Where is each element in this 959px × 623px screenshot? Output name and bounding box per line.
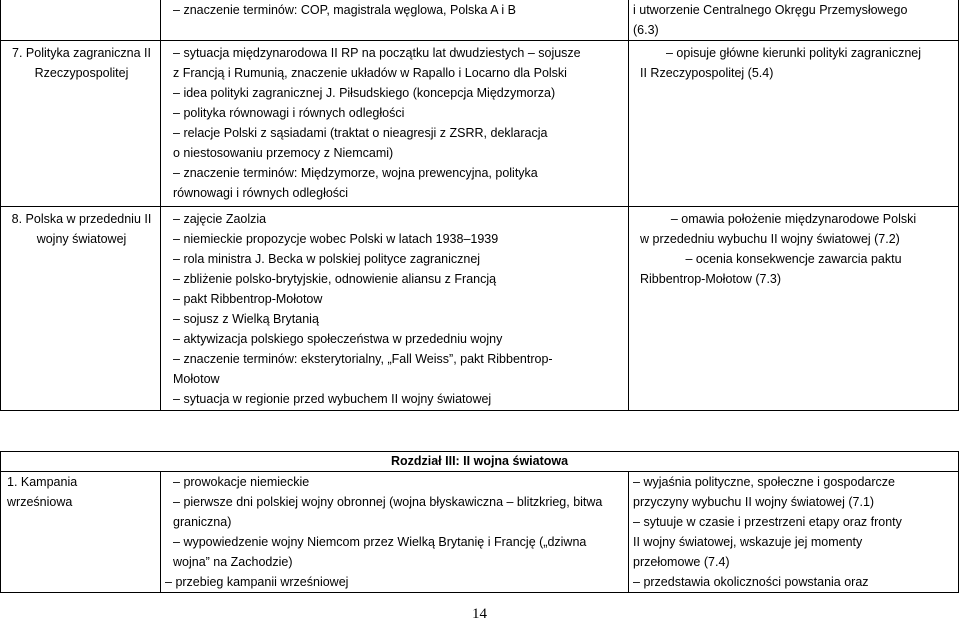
topic-title: 8. Polska w przededniu II	[11, 212, 152, 226]
list-item-cont: równowagi i równych odległości	[173, 186, 349, 200]
requirement-text: w przededniu wybuchu II wojny światowej (7.2)	[640, 232, 900, 246]
table-cell-requirements	[629, 41, 959, 207]
table-row	[1, 472, 959, 593]
list-item: – pakt Ribbentrop-Mołotow	[165, 289, 624, 309]
list-item: – znaczenie terminów: Międzymorze, wojna prewencyjna, polityka	[165, 163, 624, 183]
requirement-text: – sytuuje w czasie i przestrzeni etapy oraz fronty	[633, 512, 954, 532]
requirement-text: – ocenia konsekwencje zawarcia paktu	[633, 249, 954, 269]
list-item-cont: wojna” na Zachodzie)	[173, 555, 293, 569]
table-cell-content	[161, 0, 629, 41]
requirement-text: (6.3)	[633, 23, 659, 37]
list-item-cont: o niestosowaniu przemocy z Niemcami)	[173, 146, 394, 160]
table-row	[1, 41, 959, 207]
table-cell-requirements	[629, 0, 959, 41]
topic-title: wojny światowej	[36, 232, 127, 246]
requirement-text: i utworzenie Centralnego Okręgu Przemysłowego	[633, 3, 908, 17]
list-item: – zajęcie Zaolzia	[165, 209, 624, 229]
list-item: – polityka równowagi i równych odległości	[165, 103, 624, 123]
list-item: – sytuacja w regionie przed wybuchem II wojny światowej	[165, 389, 624, 409]
topic-title: 7. Polityka zagraniczna II	[12, 46, 151, 60]
requirement-text: przyczyny wybuchu II wojny światowej (7.1)	[633, 495, 875, 509]
list-item: – przebieg kampanii wrześniowej	[165, 572, 624, 592]
requirement-text: – wyjaśnia polityczne, społeczne i gospodarcze	[633, 472, 954, 492]
list-item: – aktywizacja polskiego społeczeństwa w przededniu wojny	[165, 329, 624, 349]
list-item: – prowokacje niemieckie	[165, 472, 624, 492]
list-item: – niemieckie propozycje wobec Polski w latach 1938–1939	[165, 229, 624, 249]
table-cell-content	[161, 207, 629, 411]
curriculum-table-bottom	[0, 451, 959, 593]
list-item-cont: z Francją i Rumunią, znaczenie układów w Rapallo i Locarno dla Polski	[173, 66, 567, 80]
page-number: 14	[472, 606, 487, 622]
chapter-heading: Rozdział III: II wojna światowa	[1, 452, 959, 472]
requirement-text: II wojny światowej, wskazuje jej momenty	[633, 535, 863, 549]
list-item: – rola ministra J. Becka w polskiej polityce zagranicznej	[165, 249, 624, 269]
table-cell-requirements	[629, 207, 959, 411]
list-item: – pierwsze dni polskiej wojny obronnej (wojna błyskawiczna – blitzkrieg, bitwa	[165, 492, 624, 512]
table-cell-requirements	[629, 472, 959, 593]
requirement-text: – omawia położenie międzynarodowe Polski	[633, 209, 954, 229]
topic-title-cell	[1, 472, 161, 593]
list-item-cont: Mołotow	[173, 372, 220, 386]
requirement-text: przełomowe (7.4)	[633, 555, 730, 569]
topic-title: 1. Kampania	[7, 475, 78, 489]
topic-title-cell	[1, 41, 161, 207]
list-item: – zbliżenie polsko-brytyjskie, odnowienie aliansu z Francją	[165, 269, 624, 289]
list-item: – sojusz z Wielką Brytanią	[165, 309, 624, 329]
table-cell-content	[161, 472, 629, 593]
list-item: – znaczenie terminów: COP, magistrala węglowa, Polska A i B	[165, 0, 624, 20]
requirement-text: – opisuje główne kierunki polityki zagranicznej	[633, 43, 954, 63]
requirement-text: II Rzeczypospolitej (5.4)	[640, 66, 774, 80]
list-item: – sytuacja międzynarodowa II RP na początku lat dwudziestych – sojusze	[165, 43, 624, 63]
list-item-cont: graniczna)	[173, 515, 232, 529]
table-row	[1, 452, 959, 472]
requirement-text: Ribbentrop-Mołotow (7.3)	[640, 272, 782, 286]
requirement-text: – przedstawia okoliczności powstania oraz	[633, 572, 954, 592]
topic-title: wrześniowa	[7, 495, 73, 509]
list-item: – wypowiedzenie wojny Niemcom przez Wielką Brytanię i Francję („dziwna	[165, 532, 624, 552]
list-item: – znaczenie terminów: eksterytorialny, „Fall Weiss”, pakt Ribbentrop-	[165, 349, 624, 369]
list-item: – relacje Polski z sąsiadami (traktat o nieagresji z ZSRR, deklaracja	[165, 123, 624, 143]
topic-title-cell	[1, 207, 161, 411]
table-cell-content	[161, 41, 629, 207]
topic-title: Rzeczypospolitej	[34, 66, 129, 80]
list-item: – idea polityki zagranicznej J. Piłsudskiego (koncepcja Międzymorza)	[165, 83, 624, 103]
table-cell-empty	[1, 0, 161, 41]
table-row	[1, 207, 959, 411]
table-row	[1, 0, 959, 41]
